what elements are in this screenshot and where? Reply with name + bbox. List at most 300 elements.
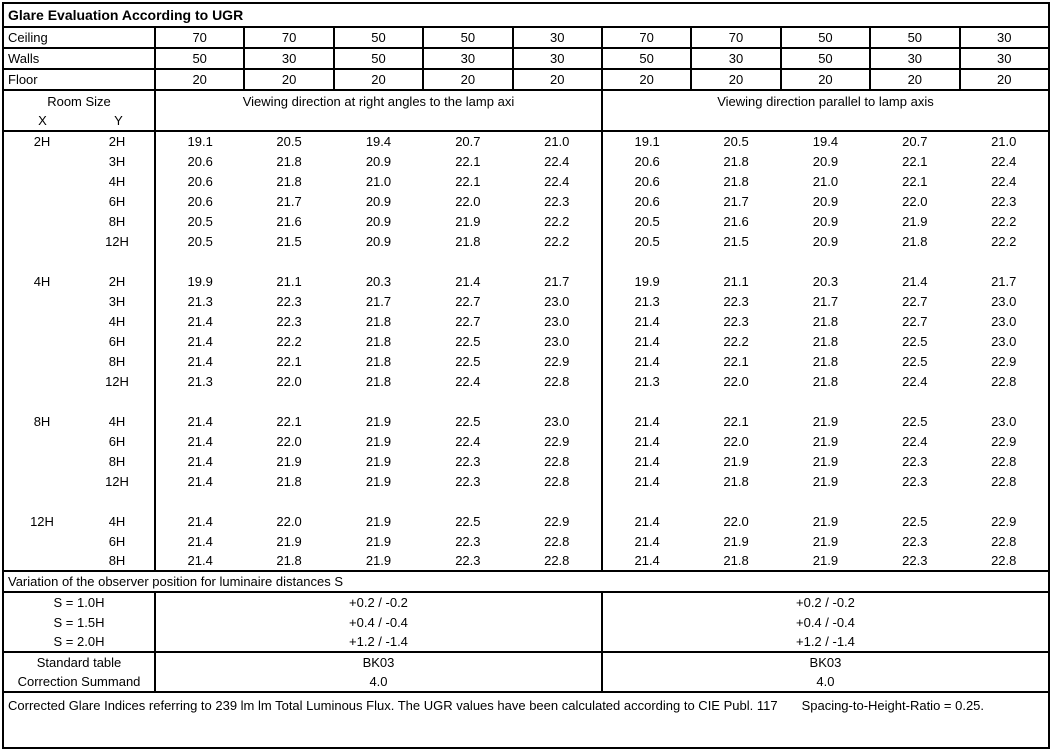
ceiling-value-cell: 30 (513, 27, 602, 48)
ugr-value-cell: 21.9 (365, 453, 392, 469)
walls-row (3, 48, 1049, 69)
room-y-cell: 8H (108, 353, 126, 369)
ugr-value-cell: 23.0 (544, 333, 570, 349)
variation-left-value: +0.4 / -0.4 (155, 612, 602, 632)
ugr-value-cell: 21.8 (365, 333, 392, 349)
block-spacer-row (3, 391, 1049, 411)
floor-value-cell: 20 (781, 69, 870, 90)
room-x-cell: 8H (33, 413, 51, 429)
ugr-value-cell: 22.5 (902, 353, 928, 369)
floor-label: Floor (3, 69, 155, 90)
room-y-cell: 2H (108, 273, 126, 289)
ugr-value-cell: 20.5 (155, 231, 244, 251)
ugr-value-cell: 22.0 (723, 513, 749, 529)
ugr-value-cell: 22.4 (455, 433, 481, 449)
ugr-value-cell: 20.7 (902, 134, 928, 149)
ugr-value-cell: 21.9 (812, 413, 839, 429)
ugr-value-cell: 22.8 (544, 373, 570, 389)
room-y-cell: 2H (108, 134, 126, 149)
ugr-value-cell: 20.6 (602, 151, 691, 171)
spacer-cell (3, 491, 155, 511)
ugr-value-cell: 21.9 (365, 533, 392, 549)
variation-right-value: +0.2 / -0.2 (602, 592, 1049, 612)
correction-summand-left-value: 4.0 (155, 672, 602, 692)
room-x-cell (3, 351, 80, 371)
ugr-value-cell: 21.4 (155, 471, 244, 491)
ugr-value-cell: 22.0 (276, 373, 302, 389)
variation-title: Variation of the observer position for luminaire distances S (3, 571, 1049, 592)
ugr-value-cell: 21.3 (155, 371, 244, 391)
variation-label: S = 1.0H (53, 595, 105, 610)
ugr-value-cell: 19.4 (365, 134, 392, 149)
ceiling-value-cell: 50 (781, 27, 870, 48)
ugr-table (2, 2, 1050, 749)
ugr-value-cell: 22.8 (991, 473, 1017, 489)
ugr-value-cell: 22.4 (544, 173, 570, 189)
ugr-value-cell: 22.5 (455, 353, 481, 369)
x-column-label: X (38, 113, 47, 128)
floor-value-cell: 20 (423, 69, 512, 90)
ugr-value-cell: 22.3 (455, 533, 481, 549)
ugr-value-cell: 22.2 (276, 333, 302, 349)
ugr-value-cell: 22.2 (544, 213, 570, 229)
right-section-header (602, 90, 1049, 131)
ugr-value-cell: 22.1 (455, 173, 481, 189)
ugr-value-cell: 21.3 (602, 291, 691, 311)
correction-summand-row (3, 672, 1049, 692)
ugr-data-row (3, 471, 1049, 491)
walls-value-cell: 50 (334, 48, 423, 69)
ugr-value-cell: 21.8 (365, 313, 392, 329)
footer-note: Corrected Glare Indices referring to 239 lm lm Total Luminous Flux. The UGR values have been calculated according to CIE Publ. 117 (8, 698, 778, 713)
ugr-value-cell: 22.1 (276, 413, 302, 429)
ugr-value-cell: 21.3 (602, 371, 691, 391)
ceiling-value-cell: 70 (155, 27, 244, 48)
standard-table-row (3, 652, 1049, 672)
ugr-value-cell: 21.9 (812, 553, 839, 568)
ugr-value-cell: 22.2 (991, 213, 1017, 229)
ugr-value-cell: 20.9 (365, 193, 392, 209)
ceiling-value-cell: 70 (602, 27, 691, 48)
ugr-value-cell: 22.8 (544, 533, 570, 549)
room-x-cell: 4H (33, 273, 51, 289)
room-y-cell: 6H (108, 533, 126, 549)
standard-table-left-value: BK03 (155, 652, 602, 672)
ugr-value-cell: 21.8 (276, 173, 302, 189)
variation-band-row (3, 571, 1049, 592)
ugr-value-cell: 22.5 (455, 513, 481, 529)
ugr-value-cell: 23.0 (544, 313, 570, 329)
ugr-value-cell: 23.0 (991, 313, 1017, 329)
ugr-value-cell: 20.5 (155, 211, 244, 231)
ugr-value-cell: 21.7 (812, 293, 839, 309)
room-y-cell: 6H (108, 193, 126, 209)
spacer-cell (602, 251, 1049, 271)
ugr-value-cell: 20.5 (723, 134, 749, 149)
ugr-value-cell: 21.9 (902, 213, 928, 229)
ugr-value-cell: 21.9 (723, 533, 749, 549)
ugr-value-cell: 21.7 (276, 193, 302, 209)
ugr-value-cell: 22.9 (544, 513, 570, 529)
ugr-value-cell: 22.1 (902, 153, 928, 169)
ugr-value-cell: 21.9 (365, 433, 392, 449)
spacer-cell (602, 391, 1049, 411)
ugr-value-cell: 19.1 (155, 131, 244, 151)
ugr-value-cell: 21.4 (155, 431, 244, 451)
ugr-value-cell: 22.0 (723, 433, 749, 449)
ceiling-value-cell: 50 (334, 27, 423, 48)
spacer-cell (155, 391, 602, 411)
spacer-cell (3, 251, 155, 271)
ugr-value-cell: 21.4 (602, 351, 691, 371)
room-y-cell: 8H (108, 453, 126, 469)
ugr-value-cell: 20.6 (155, 171, 244, 191)
ugr-value-cell: 21.0 (991, 134, 1017, 149)
ugr-data-row (3, 511, 1049, 531)
page-title: Glare Evaluation According to UGR (3, 3, 1049, 27)
floor-value-cell: 20 (244, 69, 333, 90)
ugr-value-cell: 20.5 (602, 211, 691, 231)
ugr-data-row (3, 431, 1049, 451)
spacer-cell (3, 391, 155, 411)
ugr-value-cell: 19.1 (602, 131, 691, 151)
ugr-value-cell: 21.3 (155, 291, 244, 311)
ugr-data-row (3, 231, 1049, 251)
room-x-cell (3, 191, 80, 211)
ugr-value-cell: 21.8 (723, 153, 749, 169)
ugr-data-row (3, 531, 1049, 551)
ugr-value-cell: 21.4 (902, 273, 928, 289)
spacer-cell (155, 491, 602, 511)
ugr-value-cell: 22.7 (455, 293, 481, 309)
ceiling-value-cell: 70 (244, 27, 333, 48)
ugr-value-cell: 21.8 (812, 313, 839, 329)
ugr-value-cell: 21.8 (276, 473, 302, 489)
ugr-value-cell: 21.8 (455, 233, 481, 249)
floor-value-cell: 20 (155, 69, 244, 90)
ugr-value-cell: 21.4 (602, 331, 691, 351)
ugr-value-cell: 21.9 (276, 533, 302, 549)
ugr-value-cell: 21.4 (155, 511, 244, 531)
room-x-cell (3, 531, 80, 551)
ugr-value-cell: 21.4 (155, 411, 244, 431)
ugr-value-cell: 20.5 (276, 134, 302, 149)
ugr-value-cell: 22.4 (902, 433, 928, 449)
ugr-value-cell: 22.3 (723, 293, 749, 309)
ugr-value-cell: 22.1 (276, 353, 302, 369)
ugr-value-cell: 22.3 (902, 533, 928, 549)
room-y-cell: 12H (105, 233, 129, 249)
ugr-value-cell: 21.9 (276, 453, 302, 469)
ugr-value-cell: 21.9 (812, 473, 839, 489)
ugr-value-cell: 22.3 (902, 453, 928, 469)
ugr-data-row (3, 311, 1049, 331)
ugr-value-cell: 22.5 (455, 333, 481, 349)
room-y-cell: 4H (108, 173, 126, 189)
room-x-cell (3, 231, 80, 251)
ugr-value-cell: 22.2 (991, 233, 1017, 249)
variation-left-value: +1.2 / -1.4 (155, 632, 602, 652)
ugr-value-cell: 22.3 (455, 553, 481, 568)
ugr-value-cell: 22.4 (902, 373, 928, 389)
walls-value-cell: 50 (602, 48, 691, 69)
ugr-value-cell: 21.9 (723, 453, 749, 469)
ugr-value-cell: 20.6 (602, 191, 691, 211)
ugr-value-cell: 21.7 (723, 193, 749, 209)
ugr-value-cell: 22.0 (455, 193, 481, 209)
room-x-cell (3, 171, 80, 191)
ugr-data-row (3, 151, 1049, 171)
title-row (3, 3, 1049, 27)
ceiling-value-cell: 70 (691, 27, 780, 48)
ugr-value-cell: 21.9 (365, 513, 392, 529)
spacer-cell (155, 251, 602, 271)
ugr-value-cell: 22.3 (455, 453, 481, 469)
ugr-value-cell: 21.9 (812, 513, 839, 529)
ugr-value-cell: 21.4 (155, 331, 244, 351)
ugr-data-row (3, 371, 1049, 391)
ugr-value-cell: 22.8 (991, 453, 1017, 469)
ugr-value-cell: 22.4 (544, 153, 570, 169)
ugr-value-cell: 20.3 (812, 273, 839, 289)
standard-table-right-value: BK03 (602, 652, 1049, 672)
ugr-value-cell: 22.8 (544, 553, 570, 568)
right-section-label: Viewing direction parallel to lamp axis (717, 94, 934, 109)
ugr-value-cell: 22.5 (902, 513, 928, 529)
ugr-value-cell: 21.0 (365, 173, 392, 189)
ugr-value-cell: 21.4 (155, 531, 244, 551)
ugr-value-cell: 23.0 (544, 293, 570, 309)
correction-summand-right-value: 4.0 (602, 672, 1049, 692)
ugr-value-cell: 21.0 (544, 134, 570, 149)
ugr-value-cell: 21.9 (365, 473, 392, 489)
ugr-value-cell: 21.4 (602, 531, 691, 551)
ugr-value-cell: 20.6 (602, 171, 691, 191)
ugr-value-cell: 22.9 (991, 433, 1017, 449)
room-x-cell (3, 331, 80, 351)
ugr-value-cell: 21.8 (276, 553, 302, 568)
ceiling-value-cell: 50 (423, 27, 512, 48)
footer-row (3, 692, 1049, 748)
ugr-value-cell: 22.8 (991, 373, 1017, 389)
ugr-value-cell: 21.5 (276, 233, 302, 249)
ugr-value-cell: 22.7 (455, 313, 481, 329)
room-x-cell: 2H (33, 134, 51, 149)
ugr-value-cell: 22.3 (902, 473, 928, 489)
standard-table-label: Standard table (3, 652, 155, 672)
walls-value-cell: 30 (870, 48, 959, 69)
ugr-value-cell: 19.4 (812, 134, 839, 149)
ugr-value-cell: 22.1 (723, 413, 749, 429)
ugr-value-cell: 22.8 (991, 533, 1017, 549)
ugr-value-cell: 22.3 (991, 193, 1017, 209)
ugr-value-cell: 19.9 (155, 271, 244, 291)
ugr-value-cell: 22.0 (276, 433, 302, 449)
ugr-value-cell: 21.7 (991, 273, 1017, 289)
ugr-value-cell: 22.8 (544, 453, 570, 469)
ugr-value-cell: 22.1 (723, 353, 749, 369)
room-y-cell: 12H (105, 373, 129, 389)
floor-value-cell: 20 (691, 69, 780, 90)
ugr-value-cell: 21.9 (812, 453, 839, 469)
room-x-cell (3, 551, 80, 571)
ugr-data-row (3, 551, 1049, 571)
ugr-value-cell: 21.0 (812, 173, 839, 189)
ugr-value-cell: 22.8 (544, 473, 570, 489)
ugr-value-cell: 22.1 (455, 153, 481, 169)
floor-value-cell: 20 (602, 69, 691, 90)
ugr-value-cell: 23.0 (991, 333, 1017, 349)
ugr-value-cell: 21.4 (155, 451, 244, 471)
floor-value-cell: 20 (513, 69, 602, 90)
ceiling-value-cell: 30 (960, 27, 1049, 48)
room-y-cell: 4H (108, 513, 126, 529)
variation-left-value: +0.2 / -0.2 (155, 592, 602, 612)
ugr-data-row (3, 411, 1049, 431)
ugr-value-cell: 22.3 (723, 313, 749, 329)
footer-note-cell (3, 692, 1049, 748)
ugr-value-cell: 21.4 (602, 411, 691, 431)
ugr-data-row (3, 271, 1049, 291)
walls-value-cell: 30 (244, 48, 333, 69)
room-x-cell (3, 431, 80, 451)
ugr-value-cell: 23.0 (991, 293, 1017, 309)
ugr-value-cell: 22.2 (723, 333, 749, 349)
ugr-value-cell: 22.0 (723, 373, 749, 389)
ugr-value-cell: 20.9 (812, 153, 839, 169)
spacer-cell (602, 491, 1049, 511)
room-y-cell: 6H (108, 433, 126, 449)
ugr-value-cell: 21.8 (365, 373, 392, 389)
variation-right-value: +0.4 / -0.4 (602, 612, 1049, 632)
variation-row (3, 632, 1049, 652)
room-y-cell: 3H (108, 293, 126, 309)
ugr-value-cell: 21.7 (365, 293, 392, 309)
ugr-data-row (3, 171, 1049, 191)
ugr-value-cell: 21.4 (602, 511, 691, 531)
ugr-value-cell: 21.4 (602, 311, 691, 331)
ceiling-label: Ceiling (3, 27, 155, 48)
ugr-value-cell: 21.4 (602, 431, 691, 451)
ugr-value-cell: 21.1 (723, 273, 749, 289)
room-y-cell: 8H (108, 553, 126, 568)
ugr-value-cell: 21.4 (455, 273, 481, 289)
ugr-data-row (3, 211, 1049, 231)
walls-value-cell: 50 (781, 48, 870, 69)
ugr-value-cell: 22.4 (991, 173, 1017, 189)
ugr-value-cell: 20.6 (155, 151, 244, 171)
ugr-value-cell: 21.1 (276, 273, 302, 289)
variation-right-value: +1.2 / -1.4 (602, 632, 1049, 652)
ugr-value-cell: 21.8 (276, 153, 302, 169)
ugr-value-cell: 22.5 (902, 333, 928, 349)
walls-value-cell: 30 (960, 48, 1049, 69)
ceiling-row (3, 27, 1049, 48)
ugr-value-cell: 20.9 (812, 233, 839, 249)
ugr-value-cell: 22.1 (902, 173, 928, 189)
ugr-value-cell: 21.8 (812, 353, 839, 369)
ugr-value-cell: 21.9 (812, 433, 839, 449)
room-x-cell (3, 211, 80, 231)
footer-ratio: Spacing-to-Height-Ratio = 0.25. (801, 698, 985, 713)
ugr-value-cell: 22.2 (544, 233, 570, 249)
ugr-value-cell: 21.4 (602, 471, 691, 491)
floor-row (3, 69, 1049, 90)
variation-row (3, 592, 1049, 612)
ugr-value-cell: 22.4 (455, 373, 481, 389)
ugr-data-row (3, 451, 1049, 471)
y-column-label: Y (114, 113, 123, 128)
room-size-label: Room Size (47, 94, 111, 109)
ugr-value-cell: 21.4 (602, 451, 691, 471)
ugr-value-cell: 19.9 (602, 271, 691, 291)
ugr-value-cell: 22.9 (544, 433, 570, 449)
ugr-value-cell: 22.9 (991, 513, 1017, 529)
ugr-data-row (3, 191, 1049, 211)
ugr-data-row (3, 291, 1049, 311)
ceiling-value-cell: 50 (870, 27, 959, 48)
ugr-value-cell: 21.9 (812, 533, 839, 549)
ugr-value-cell: 21.8 (812, 373, 839, 389)
variation-label: S = 1.5H (53, 614, 105, 630)
room-x-cell (3, 451, 80, 471)
ugr-value-cell: 22.3 (544, 193, 570, 209)
floor-value-cell: 20 (960, 69, 1049, 90)
ugr-value-cell: 20.5 (602, 231, 691, 251)
ugr-value-cell: 21.9 (365, 413, 392, 429)
ugr-value-cell: 22.5 (455, 413, 481, 429)
ugr-value-cell: 21.6 (276, 213, 302, 229)
ugr-data-row (3, 331, 1049, 351)
ugr-value-cell: 20.6 (155, 191, 244, 211)
ugr-value-cell: 22.9 (544, 353, 570, 369)
ugr-value-cell: 20.9 (812, 193, 839, 209)
ugr-value-cell: 21.8 (902, 233, 928, 249)
ugr-data-row (3, 351, 1049, 371)
column-header-row (3, 90, 1049, 131)
ugr-value-cell: 22.7 (902, 313, 928, 329)
walls-value-cell: 50 (155, 48, 244, 69)
room-y-cell: 6H (108, 333, 126, 349)
ugr-value-cell: 20.9 (812, 213, 839, 229)
ugr-value-cell: 22.4 (991, 153, 1017, 169)
floor-value-cell: 20 (870, 69, 959, 90)
ugr-value-cell: 20.9 (365, 233, 392, 249)
ugr-value-cell: 21.9 (365, 553, 392, 568)
floor-value-cell: 20 (334, 69, 423, 90)
ugr-value-cell: 21.8 (365, 353, 392, 369)
room-size-header (3, 90, 155, 131)
room-y-cell: 3H (108, 153, 126, 169)
ugr-value-cell: 23.0 (991, 413, 1017, 429)
ugr-value-cell: 21.7 (544, 273, 570, 289)
ugr-value-cell: 21.4 (155, 311, 244, 331)
walls-label: Walls (3, 48, 155, 69)
ugr-value-cell: 21.9 (455, 213, 481, 229)
room-y-cell: 4H (108, 413, 126, 429)
ugr-value-cell: 20.7 (455, 134, 481, 149)
ugr-value-cell: 22.3 (902, 553, 928, 568)
room-x-cell (3, 311, 80, 331)
ugr-value-cell: 22.3 (276, 313, 302, 329)
variation-label: S = 2.0H (53, 634, 105, 649)
ugr-value-cell: 21.8 (723, 553, 749, 568)
ugr-value-cell: 22.0 (902, 193, 928, 209)
ugr-value-cell: 22.7 (902, 293, 928, 309)
correction-summand-label: Correction Summand (17, 674, 141, 689)
ugr-value-cell: 20.9 (365, 153, 392, 169)
ugr-value-cell: 21.5 (723, 233, 749, 249)
